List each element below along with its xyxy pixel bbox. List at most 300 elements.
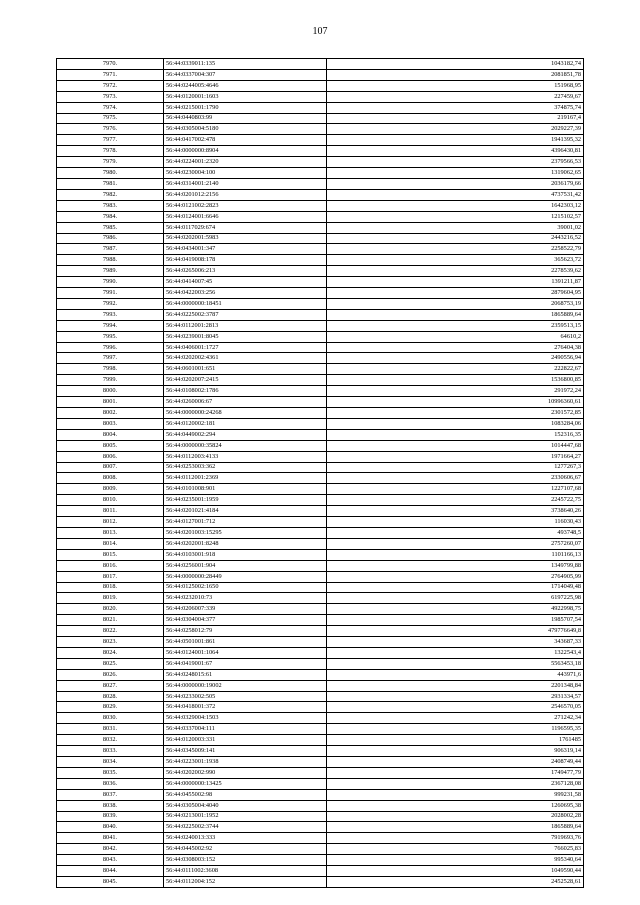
value-cell: 2028002,28	[327, 811, 584, 822]
cadastral-number-cell: 56:44:0329004:1503	[164, 713, 327, 724]
cadastral-number-cell: 56:44:0000000:28449	[164, 571, 327, 582]
table-row	[57, 571, 584, 582]
cadastral-number-cell: 56:44:0417002:478	[164, 135, 327, 146]
row-number-cell: 8041.	[57, 833, 164, 844]
cadastral-number-cell: 56:44:0265006:213	[164, 266, 327, 277]
value-cell: 1941395,32	[327, 135, 584, 146]
value-cell: 2367128,08	[327, 778, 584, 789]
row-number-cell: 8006.	[57, 451, 164, 462]
row-number-cell: 7981.	[57, 178, 164, 189]
table-row	[57, 702, 584, 713]
row-number-cell: 7988.	[57, 255, 164, 266]
row-number-cell: 7980.	[57, 168, 164, 179]
value-cell: 1196595,35	[327, 724, 584, 735]
value-cell: 374875,74	[327, 102, 584, 113]
row-number-cell: 7986.	[57, 233, 164, 244]
row-number-cell: 8014.	[57, 538, 164, 549]
table-row	[57, 309, 584, 320]
cadastral-number-cell: 56:44:0103001:918	[164, 549, 327, 560]
row-number-cell: 8013.	[57, 527, 164, 538]
table-row	[57, 855, 584, 866]
value-cell: 219167,4	[327, 113, 584, 124]
table-row	[57, 800, 584, 811]
row-number-cell: 8027.	[57, 680, 164, 691]
value-cell: 1227107,68	[327, 484, 584, 495]
cadastral-number-cell: 56:44:0225002:3744	[164, 822, 327, 833]
value-cell: 2546570,05	[327, 702, 584, 713]
row-number-cell: 8035.	[57, 767, 164, 778]
value-cell: 1277267,3	[327, 462, 584, 473]
cadastral-number-cell: 56:44:0434001:347	[164, 244, 327, 255]
value-cell: 1536800,85	[327, 375, 584, 386]
table-row	[57, 298, 584, 309]
cadastral-number-cell: 56:44:0000000:35824	[164, 440, 327, 451]
value-cell: 443971,6	[327, 669, 584, 680]
row-number-cell: 7992.	[57, 298, 164, 309]
cadastral-number-cell: 56:44:0124001:1064	[164, 647, 327, 658]
table-row	[57, 517, 584, 528]
table-row	[57, 277, 584, 288]
row-number-cell: 7974.	[57, 102, 164, 113]
table-row	[57, 778, 584, 789]
cadastral-number-cell: 56:44:0440803:99	[164, 113, 327, 124]
cadastral-number-cell: 56:44:0223001:1938	[164, 757, 327, 768]
row-number-cell: 8000.	[57, 386, 164, 397]
row-number-cell: 7993.	[57, 309, 164, 320]
row-number-cell: 7976.	[57, 124, 164, 135]
table-row	[57, 80, 584, 91]
row-number-cell: 8037.	[57, 789, 164, 800]
table-body	[57, 59, 584, 888]
table-row	[57, 811, 584, 822]
table-row	[57, 724, 584, 735]
value-cell: 1971664,27	[327, 451, 584, 462]
cadastral-number-cell: 56:44:0305004:4040	[164, 800, 327, 811]
value-cell: 2764905,99	[327, 571, 584, 582]
cadastral-number-cell: 56:44:0304004:377	[164, 615, 327, 626]
value-cell: 2330606,67	[327, 473, 584, 484]
row-number-cell: 7985.	[57, 222, 164, 233]
row-number-cell: 7996.	[57, 342, 164, 353]
table-row	[57, 418, 584, 429]
value-cell: 2490556,94	[327, 353, 584, 364]
table-row	[57, 876, 584, 887]
row-number-cell: 8022.	[57, 626, 164, 637]
table-row	[57, 833, 584, 844]
value-cell: 2036179,66	[327, 178, 584, 189]
table-row	[57, 266, 584, 277]
row-number-cell: 8011.	[57, 506, 164, 517]
cadastral-number-cell: 56:44:0000000:19002	[164, 680, 327, 691]
row-number-cell: 8044.	[57, 866, 164, 877]
table-row	[57, 680, 584, 691]
value-cell: 2379566,53	[327, 157, 584, 168]
row-number-cell: 8039.	[57, 811, 164, 822]
cadastral-number-cell: 56:44:0125002:1650	[164, 582, 327, 593]
table-row	[57, 91, 584, 102]
table-row	[57, 189, 584, 200]
row-number-cell: 8045.	[57, 876, 164, 887]
cadastral-number-cell: 56:44:0308003:152	[164, 855, 327, 866]
page-number: 107	[312, 26, 328, 37]
value-cell: 4396430,81	[327, 146, 584, 157]
table-row	[57, 669, 584, 680]
table-row	[57, 527, 584, 538]
cadastral-number-cell: 56:44:0260006:67	[164, 397, 327, 408]
row-number-cell: 7998.	[57, 364, 164, 375]
cadastral-number-cell: 56:44:0339011:135	[164, 59, 327, 70]
table-row	[57, 495, 584, 506]
cadastral-number-cell: 56:44:0406001:1727	[164, 342, 327, 353]
value-cell: 1083284,06	[327, 418, 584, 429]
row-number-cell: 7978.	[57, 146, 164, 157]
cadastral-number-cell: 56:44:0239001:8045	[164, 331, 327, 342]
value-cell: 1761485	[327, 735, 584, 746]
cadastral-number-cell: 56:44:0112003:4133	[164, 451, 327, 462]
table-row	[57, 604, 584, 615]
value-cell: 2258522,79	[327, 244, 584, 255]
table-row	[57, 789, 584, 800]
cadastral-number-cell: 56:44:0120002:181	[164, 418, 327, 429]
row-number-cell: 8007.	[57, 462, 164, 473]
value-cell: 276404,38	[327, 342, 584, 353]
value-cell: 1319062,65	[327, 168, 584, 179]
row-number-cell: 8026.	[57, 669, 164, 680]
value-cell: 493748,5	[327, 527, 584, 538]
row-number-cell: 8001.	[57, 397, 164, 408]
cadastral-number-cell: 56:44:0202001:8248	[164, 538, 327, 549]
cadastral-number-cell: 56:44:0108002:1786	[164, 386, 327, 397]
value-cell: 2029227,39	[327, 124, 584, 135]
value-cell: 10996360,61	[327, 397, 584, 408]
value-cell: 271242,34	[327, 713, 584, 724]
cadastral-number-cell: 56:44:0120001:1603	[164, 91, 327, 102]
table-row	[57, 200, 584, 211]
cadastral-number-cell: 56:44:0232010:73	[164, 593, 327, 604]
cadastral-number-cell: 56:44:0233002:505	[164, 691, 327, 702]
table-row	[57, 386, 584, 397]
value-cell: 4737531,42	[327, 189, 584, 200]
cadastral-number-cell: 56:44:0419008:178	[164, 255, 327, 266]
value-cell: 1985707,54	[327, 615, 584, 626]
table-row	[57, 593, 584, 604]
table-row	[57, 484, 584, 495]
value-cell: 1260695,38	[327, 800, 584, 811]
cadastral-number-cell: 56:44:0215001:1790	[164, 102, 327, 113]
value-cell: 2278539,62	[327, 266, 584, 277]
cadastral-number-cell: 56:44:0202001:5983	[164, 233, 327, 244]
value-cell: 291972,24	[327, 386, 584, 397]
value-cell: 766025,83	[327, 844, 584, 855]
table-row	[57, 320, 584, 331]
value-cell: 227459,67	[327, 91, 584, 102]
cadastral-number-cell: 56:44:0337004:307	[164, 69, 327, 80]
row-number-cell: 8002.	[57, 408, 164, 419]
cadastral-number-cell: 56:44:0202002:4361	[164, 353, 327, 364]
row-number-cell: 8034.	[57, 757, 164, 768]
cadastral-number-cell: 56:44:0244005:4646	[164, 80, 327, 91]
row-number-cell: 8003.	[57, 418, 164, 429]
row-number-cell: 7990.	[57, 277, 164, 288]
table-row	[57, 757, 584, 768]
value-cell: 2068753,19	[327, 298, 584, 309]
table-row	[57, 146, 584, 157]
row-number-cell: 7975.	[57, 113, 164, 124]
cadastral-number-cell: 56:44:0124001:6646	[164, 211, 327, 222]
row-number-cell: 8019.	[57, 593, 164, 604]
table-row	[57, 157, 584, 168]
cadastral-number-cell: 56:44:0201012:2156	[164, 189, 327, 200]
value-cell: 1749477,79	[327, 767, 584, 778]
value-cell: 2301572,85	[327, 408, 584, 419]
value-cell: 1391211,87	[327, 277, 584, 288]
table-row	[57, 637, 584, 648]
row-number-cell: 8017.	[57, 571, 164, 582]
table-row	[57, 211, 584, 222]
value-cell: 1865889,64	[327, 822, 584, 833]
table-row	[57, 822, 584, 833]
table-row	[57, 462, 584, 473]
cadastral-number-cell: 56:44:0206007:339	[164, 604, 327, 615]
cadastral-number-cell: 56:44:0419001:67	[164, 658, 327, 669]
table-row	[57, 342, 584, 353]
value-cell: 343687,33	[327, 637, 584, 648]
row-number-cell: 7973.	[57, 91, 164, 102]
table-row	[57, 331, 584, 342]
row-number-cell: 8031.	[57, 724, 164, 735]
value-cell: 1215102,57	[327, 211, 584, 222]
value-cell: 999231,58	[327, 789, 584, 800]
table-row	[57, 135, 584, 146]
cadastral-number-cell: 56:44:0314001:2140	[164, 178, 327, 189]
value-cell: 151968,95	[327, 80, 584, 91]
value-cell: 995340,64	[327, 855, 584, 866]
table-row	[57, 451, 584, 462]
row-number-cell: 8010.	[57, 495, 164, 506]
cadastral-number-cell: 56:44:0112001:2369	[164, 473, 327, 484]
table-row	[57, 364, 584, 375]
value-cell: 1349799,88	[327, 560, 584, 571]
table-row	[57, 233, 584, 244]
row-number-cell: 7983.	[57, 200, 164, 211]
table-row	[57, 255, 584, 266]
value-cell: 1714049,48	[327, 582, 584, 593]
value-cell: 39001,02	[327, 222, 584, 233]
row-number-cell: 7995.	[57, 331, 164, 342]
row-number-cell: 8016.	[57, 560, 164, 571]
table-row	[57, 549, 584, 560]
cadastral-number-cell: 56:44:0117029:674	[164, 222, 327, 233]
cadastral-number-cell: 56:44:0253003:362	[164, 462, 327, 473]
table-row	[57, 178, 584, 189]
cadastral-number-cell: 56:44:0240013:333	[164, 833, 327, 844]
cadastral-number-cell: 56:44:0111002:3608	[164, 866, 327, 877]
cadastral-number-cell: 56:44:0418001:372	[164, 702, 327, 713]
cadastral-number-cell: 56:44:0000000:8904	[164, 146, 327, 157]
row-number-cell: 8038.	[57, 800, 164, 811]
cadastral-number-cell: 56:44:0248015:61	[164, 669, 327, 680]
value-cell: 2359513,15	[327, 320, 584, 331]
row-number-cell: 8009.	[57, 484, 164, 495]
table-row	[57, 506, 584, 517]
value-cell: 906319,14	[327, 746, 584, 757]
row-number-cell: 7979.	[57, 157, 164, 168]
cadastral-number-cell: 56:44:0112001:2813	[164, 320, 327, 331]
table-row	[57, 222, 584, 233]
row-number-cell: 8042.	[57, 844, 164, 855]
value-cell: 6197225,98	[327, 593, 584, 604]
value-cell: 64610,2	[327, 331, 584, 342]
cadastral-number-cell: 56:44:0121002:2823	[164, 200, 327, 211]
row-number-cell: 8015.	[57, 549, 164, 560]
cadastral-number-cell: 56:44:0201021:4184	[164, 506, 327, 517]
cadastral-number-cell: 56:44:0422003:256	[164, 288, 327, 299]
row-number-cell: 8012.	[57, 517, 164, 528]
cadastral-number-cell: 56:44:0224001:2320	[164, 157, 327, 168]
row-number-cell: 8040.	[57, 822, 164, 833]
table-row	[57, 713, 584, 724]
row-number-cell: 7977.	[57, 135, 164, 146]
row-number-cell: 8008.	[57, 473, 164, 484]
value-cell: 222822,67	[327, 364, 584, 375]
cadastral-number-cell: 56:44:0000000:13425	[164, 778, 327, 789]
table-row	[57, 244, 584, 255]
row-number-cell: 8021.	[57, 615, 164, 626]
table-row	[57, 375, 584, 386]
row-number-cell: 8033.	[57, 746, 164, 757]
row-number-cell: 8018.	[57, 582, 164, 593]
table-row	[57, 168, 584, 179]
row-number-cell: 7999.	[57, 375, 164, 386]
row-number-cell: 7971.	[57, 69, 164, 80]
table-row	[57, 288, 584, 299]
table-row	[57, 113, 584, 124]
value-cell: 365623,72	[327, 255, 584, 266]
value-cell: 2201348,84	[327, 680, 584, 691]
value-cell: 2081851,78	[327, 69, 584, 80]
cadastral-number-cell: 56:44:0449002:294	[164, 429, 327, 440]
row-number-cell: 8025.	[57, 658, 164, 669]
cadastral-number-cell: 56:44:0445002:92	[164, 844, 327, 855]
table-row	[57, 767, 584, 778]
value-cell: 7919693,76	[327, 833, 584, 844]
cadastral-number-cell: 56:44:0112004:152	[164, 876, 327, 887]
value-cell: 1642303,12	[327, 200, 584, 211]
table-row	[57, 658, 584, 669]
value-cell: 152316,35	[327, 429, 584, 440]
cadastral-number-cell: 56:44:0120003:331	[164, 735, 327, 746]
table-row	[57, 408, 584, 419]
row-number-cell: 8029.	[57, 702, 164, 713]
value-cell: 1101166,13	[327, 549, 584, 560]
table-row	[57, 560, 584, 571]
table-row	[57, 102, 584, 113]
row-number-cell: 8023.	[57, 637, 164, 648]
row-number-cell: 7987.	[57, 244, 164, 255]
row-number-cell: 7972.	[57, 80, 164, 91]
row-number-cell: 8032.	[57, 735, 164, 746]
cadastral-number-cell: 56:44:0225002:3787	[164, 309, 327, 320]
table-row	[57, 735, 584, 746]
cadastral-number-cell: 56:44:0202007:2415	[164, 375, 327, 386]
row-number-cell: 8043.	[57, 855, 164, 866]
cadastral-number-cell: 56:44:0337004:111	[164, 724, 327, 735]
value-cell: 5563453,18	[327, 658, 584, 669]
table-row	[57, 844, 584, 855]
row-number-cell: 7994.	[57, 320, 164, 331]
cadastral-number-cell: 56:44:0127001:712	[164, 517, 327, 528]
cadastral-number-cell: 56:44:0230004:100	[164, 168, 327, 179]
row-number-cell: 8028.	[57, 691, 164, 702]
row-number-cell: 7989.	[57, 266, 164, 277]
value-cell: 2452528,61	[327, 876, 584, 887]
table-row	[57, 626, 584, 637]
table-row	[57, 124, 584, 135]
cadastral-number-cell: 56:44:0201003:15295	[164, 527, 327, 538]
row-number-cell: 7991.	[57, 288, 164, 299]
row-number-cell: 7982.	[57, 189, 164, 200]
cadastral-number-cell: 56:44:0345009:141	[164, 746, 327, 757]
cadastral-number-cell: 56:44:0101008:901	[164, 484, 327, 495]
table-row	[57, 866, 584, 877]
value-cell: 4922998,75	[327, 604, 584, 615]
row-number-cell: 8024.	[57, 647, 164, 658]
cadastral-number-cell: 56:44:0601001:651	[164, 364, 327, 375]
cadastral-number-cell: 56:44:0414007:45	[164, 277, 327, 288]
value-cell: 2408749,44	[327, 757, 584, 768]
row-number-cell: 7970.	[57, 59, 164, 70]
cadastral-number-cell: 56:44:0202002:990	[164, 767, 327, 778]
table-row	[57, 647, 584, 658]
table-row	[57, 397, 584, 408]
value-cell: 1865889,64	[327, 309, 584, 320]
row-number-cell: 8004.	[57, 429, 164, 440]
cadastral-value-table	[56, 58, 584, 888]
value-cell: 2931334,57	[327, 691, 584, 702]
row-number-cell: 8020.	[57, 604, 164, 615]
table-row	[57, 746, 584, 757]
cadastral-number-cell: 56:44:0455002:98	[164, 789, 327, 800]
row-number-cell: 8030.	[57, 713, 164, 724]
cadastral-number-cell: 56:44:0256001:904	[164, 560, 327, 571]
value-cell: 116030,43	[327, 517, 584, 528]
cadastral-number-cell: 56:44:0000000:24268	[164, 408, 327, 419]
table-row	[57, 615, 584, 626]
table-row	[57, 69, 584, 80]
value-cell: 1322543,4	[327, 647, 584, 658]
row-number-cell: 8036.	[57, 778, 164, 789]
value-cell: 1014447,68	[327, 440, 584, 451]
row-number-cell: 7997.	[57, 353, 164, 364]
value-cell: 2245722,75	[327, 495, 584, 506]
value-cell: 1049590,44	[327, 866, 584, 877]
cadastral-number-cell: 56:44:0000000:18451	[164, 298, 327, 309]
value-cell: 2879604,95	[327, 288, 584, 299]
table-row	[57, 440, 584, 451]
row-number-cell: 8005.	[57, 440, 164, 451]
table-row	[57, 691, 584, 702]
table-row	[57, 473, 584, 484]
cadastral-number-cell: 56:44:0213001:1952	[164, 811, 327, 822]
value-cell: 2443216,52	[327, 233, 584, 244]
row-number-cell: 7984.	[57, 211, 164, 222]
table-row	[57, 429, 584, 440]
cadastral-number-cell: 56:44:0501001:861	[164, 637, 327, 648]
cadastral-number-cell: 56:44:0258012:79	[164, 626, 327, 637]
table-row	[57, 582, 584, 593]
table-row	[57, 59, 584, 70]
cadastral-number-cell: 56:44:0235001:1959	[164, 495, 327, 506]
